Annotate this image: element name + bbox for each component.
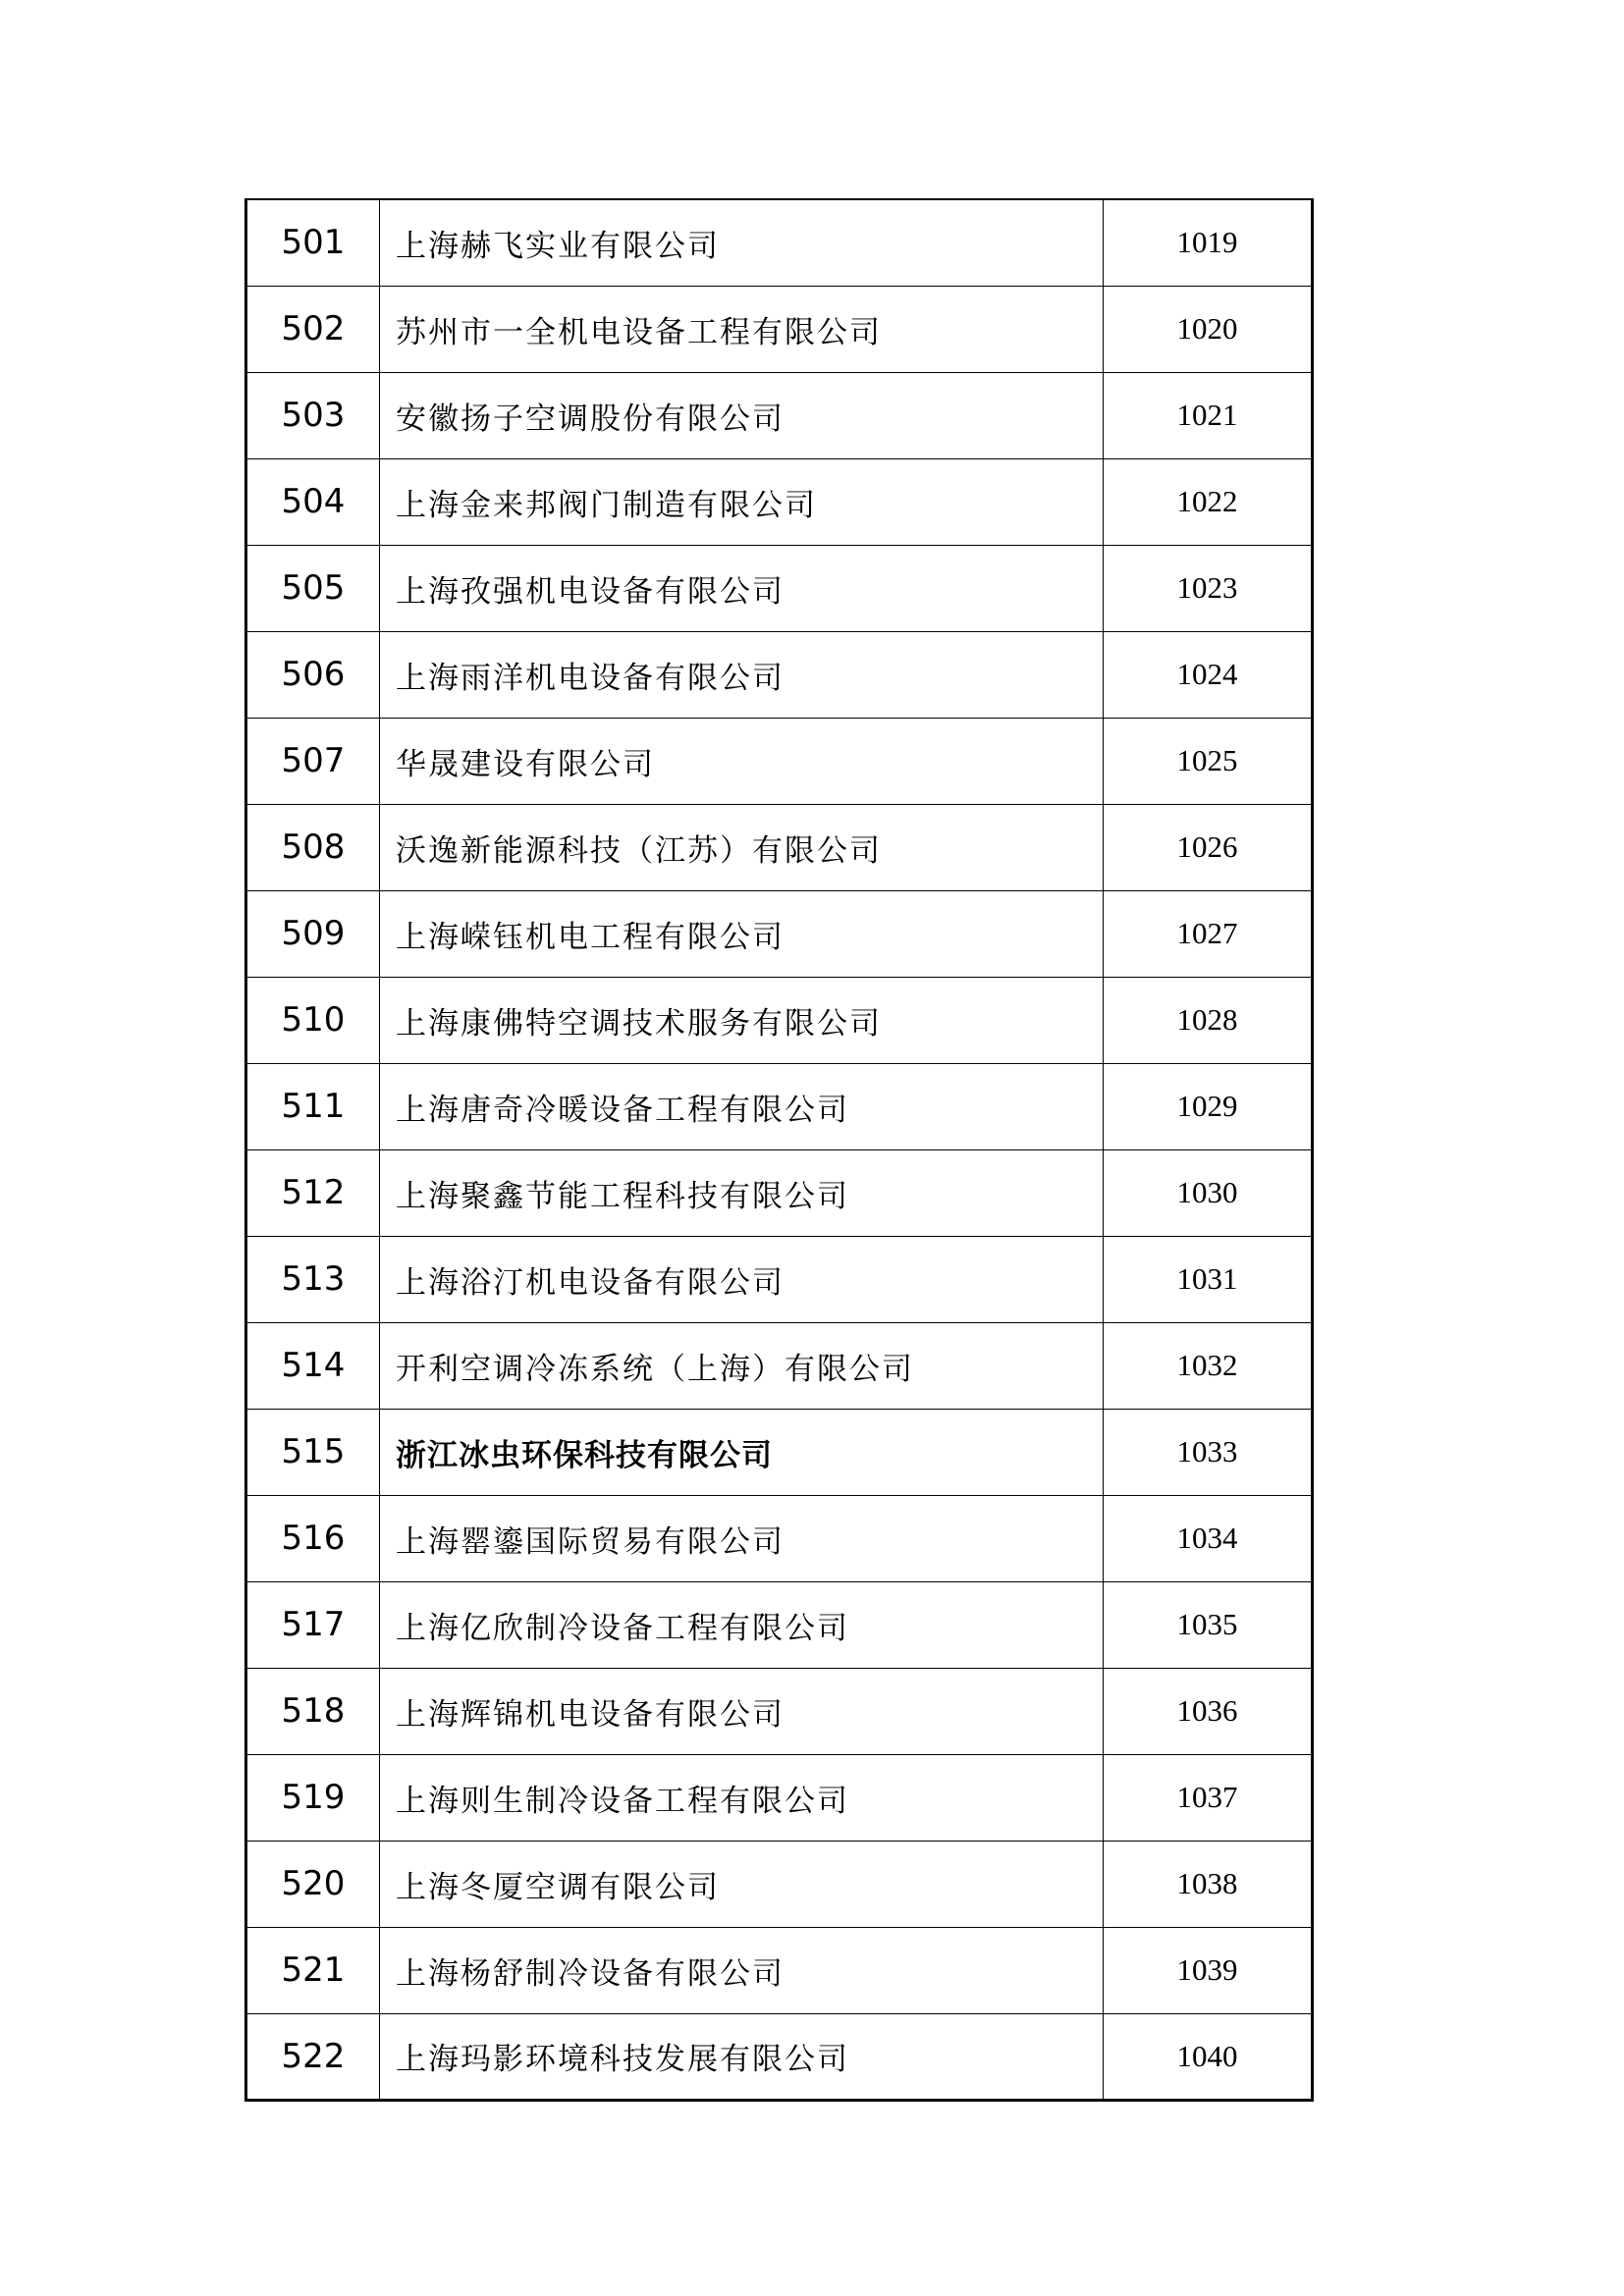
table-row (246, 199, 1313, 286)
registration-code: 1033 (1104, 1409, 1313, 1495)
company-name: 浙江冰虫环保科技有限公司 (380, 1409, 1104, 1495)
row-number: 501 (246, 199, 380, 286)
company-name: 开利空调冷冻系统（上海）有限公司 (380, 1322, 1104, 1409)
table-body (246, 199, 1313, 2100)
registration-code: 1030 (1104, 1149, 1313, 1236)
company-name: 上海金来邦阀门制造有限公司 (380, 458, 1104, 545)
company-list-table (244, 198, 1314, 2102)
row-number: 506 (246, 631, 380, 718)
row-number: 519 (246, 1754, 380, 1841)
company-name: 沃逸新能源科技（江苏）有限公司 (380, 804, 1104, 890)
row-number: 522 (246, 2013, 380, 2100)
table-row (246, 977, 1313, 1063)
row-number: 510 (246, 977, 380, 1063)
table-row (246, 1927, 1313, 2013)
registration-code: 1025 (1104, 718, 1313, 804)
registration-code: 1020 (1104, 286, 1313, 372)
registration-code: 1029 (1104, 1063, 1313, 1149)
row-number: 505 (246, 545, 380, 631)
company-name: 上海冬厦空调有限公司 (380, 1841, 1104, 1927)
company-name: 上海则生制冷设备工程有限公司 (380, 1754, 1104, 1841)
row-number: 504 (246, 458, 380, 545)
table-row (246, 545, 1313, 631)
row-number: 508 (246, 804, 380, 890)
company-name: 上海嵘钰机电工程有限公司 (380, 890, 1104, 977)
registration-code: 1031 (1104, 1236, 1313, 1322)
table-row (246, 1668, 1313, 1754)
row-number: 521 (246, 1927, 380, 2013)
table-row (246, 2013, 1313, 2100)
company-name: 安徽扬子空调股份有限公司 (380, 372, 1104, 458)
company-name: 上海唐奇冷暖设备工程有限公司 (380, 1063, 1104, 1149)
company-name: 上海浴汀机电设备有限公司 (380, 1236, 1104, 1322)
row-number: 517 (246, 1581, 380, 1668)
table-row (246, 1322, 1313, 1409)
registration-code: 1024 (1104, 631, 1313, 718)
company-name: 上海亿欣制冷设备工程有限公司 (380, 1581, 1104, 1668)
registration-code: 1023 (1104, 545, 1313, 631)
company-name: 上海孜强机电设备有限公司 (380, 545, 1104, 631)
table-row (246, 890, 1313, 977)
row-number: 518 (246, 1668, 380, 1754)
table-row (246, 1841, 1313, 1927)
row-number: 520 (246, 1841, 380, 1927)
row-number: 515 (246, 1409, 380, 1495)
registration-code: 1039 (1104, 1927, 1313, 2013)
table-row (246, 1495, 1313, 1581)
company-name: 上海康佛特空调技术服务有限公司 (380, 977, 1104, 1063)
row-number: 507 (246, 718, 380, 804)
table-row (246, 1236, 1313, 1322)
row-number: 514 (246, 1322, 380, 1409)
table-row (246, 1149, 1313, 1236)
company-name: 上海雨洋机电设备有限公司 (380, 631, 1104, 718)
registration-code: 1035 (1104, 1581, 1313, 1668)
registration-code: 1022 (1104, 458, 1313, 545)
table-row (246, 372, 1313, 458)
table-row (246, 1409, 1313, 1495)
table-row (246, 1063, 1313, 1149)
company-name: 上海杨舒制冷设备有限公司 (380, 1927, 1104, 2013)
registration-code: 1036 (1104, 1668, 1313, 1754)
table-row (246, 718, 1313, 804)
registration-code: 1038 (1104, 1841, 1313, 1927)
table-row (246, 458, 1313, 545)
row-number: 512 (246, 1149, 380, 1236)
company-name: 上海聚鑫节能工程科技有限公司 (380, 1149, 1104, 1236)
registration-code: 1032 (1104, 1322, 1313, 1409)
registration-code: 1037 (1104, 1754, 1313, 1841)
company-name: 华晟建设有限公司 (380, 718, 1104, 804)
row-number: 513 (246, 1236, 380, 1322)
row-number: 503 (246, 372, 380, 458)
row-number: 516 (246, 1495, 380, 1581)
registration-code: 1027 (1104, 890, 1313, 977)
registration-code: 1034 (1104, 1495, 1313, 1581)
table-row (246, 1754, 1313, 1841)
table-row (246, 286, 1313, 372)
company-name: 上海玛影环境科技发展有限公司 (380, 2013, 1104, 2100)
registration-code: 1019 (1104, 199, 1313, 286)
company-name: 上海辉锦机电设备有限公司 (380, 1668, 1104, 1754)
registration-code: 1026 (1104, 804, 1313, 890)
registration-code: 1021 (1104, 372, 1313, 458)
company-name: 苏州市一全机电设备工程有限公司 (380, 286, 1104, 372)
company-name: 上海罂鎏国际贸易有限公司 (380, 1495, 1104, 1581)
table-row (246, 804, 1313, 890)
row-number: 509 (246, 890, 380, 977)
table-row (246, 631, 1313, 718)
table-row (246, 1581, 1313, 1668)
row-number: 511 (246, 1063, 380, 1149)
row-number: 502 (246, 286, 380, 372)
registration-code: 1040 (1104, 2013, 1313, 2100)
company-name: 上海赫飞实业有限公司 (380, 199, 1104, 286)
registration-code: 1028 (1104, 977, 1313, 1063)
